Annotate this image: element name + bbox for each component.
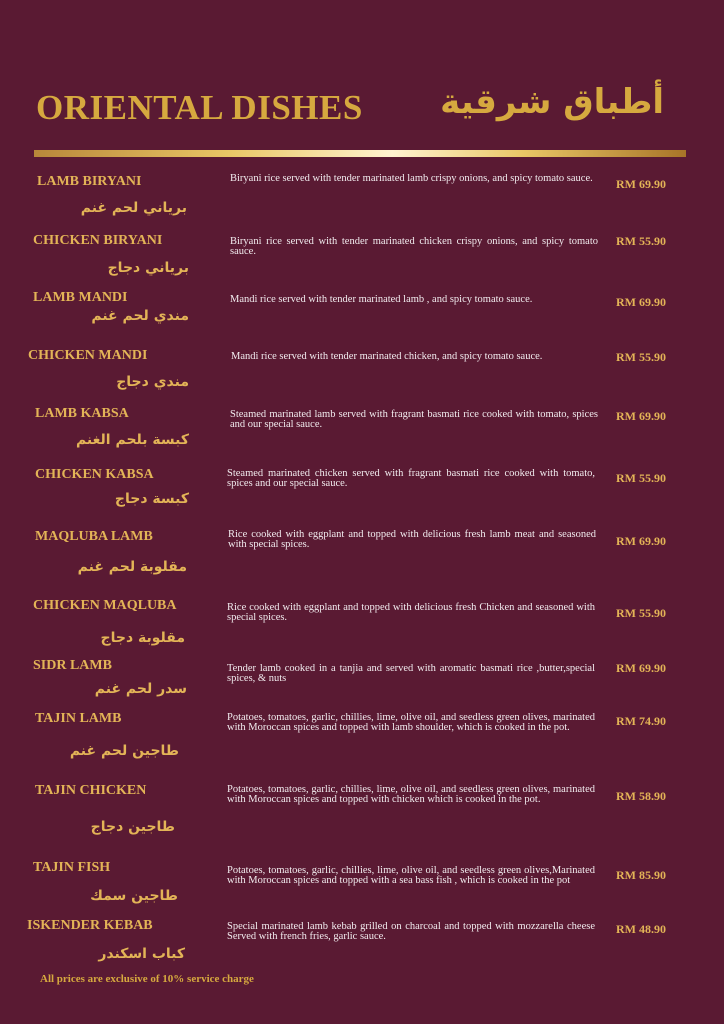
item-description: Tender lamb cooked in a tanjia and served with aromatic basmati rice ,butter,special spices, & nuts bbox=[227, 663, 595, 684]
item-description: Steamed marinated chicken served with fragrant basmati rice cooked with tomato, spices and our special sauce. bbox=[227, 468, 595, 489]
item-name-arabic: مقلوبة دجاج bbox=[100, 630, 185, 646]
item-name-arabic: كبسة بلحم الغنم bbox=[75, 432, 189, 448]
item-name-arabic: مقلوبة لحم غنم bbox=[77, 559, 187, 575]
gold-divider bbox=[34, 150, 686, 157]
item-description: Potatoes, tomatoes, garlic, chillies, lime, olive oil, and seedless green olives, marinated with Moroccan spices and topped with chicken which is cooked in the pot. bbox=[227, 784, 595, 805]
item-name-arabic: برياني لحم غنم bbox=[80, 200, 187, 216]
item-name: ISKENDER KEBAB bbox=[27, 918, 153, 933]
item-description: Rice cooked with eggplant and topped with delicious fresh lamb meat and seasoned with special spices. bbox=[228, 529, 596, 550]
item-name-arabic: مندي لحم غنم bbox=[91, 308, 189, 324]
item-name-arabic: طاجين لحم غنم bbox=[69, 743, 179, 759]
item-name: CHICKEN BIRYANI bbox=[33, 233, 163, 248]
item-name: MAQLUBA LAMB bbox=[35, 529, 153, 544]
item-name: CHICKEN MAQLUBA bbox=[33, 598, 177, 613]
item-name: TAJIN LAMB bbox=[35, 711, 122, 726]
item-name: LAMB MANDI bbox=[33, 290, 128, 305]
item-name-arabic: طاجين دجاج bbox=[90, 819, 175, 835]
item-description: Biryani rice served with tender marinated chicken crispy onions, and spicy tomato sauce. bbox=[230, 236, 598, 257]
item-name-arabic: طاجين سمك bbox=[90, 888, 178, 904]
item-name: LAMB BIRYANI bbox=[37, 174, 142, 189]
item-name: SIDR LAMB bbox=[33, 658, 112, 673]
item-name-arabic: مندي دجاج bbox=[116, 374, 189, 390]
item-description: Potatoes, tomatoes, garlic, chillies, lime, olive oil, and seedless green olives, marinated with Moroccan spices and topped with lamb shoulder, which is cooked in the pot. bbox=[227, 712, 595, 733]
page-title: ORIENTAL DISHES bbox=[36, 88, 363, 127]
item-description: Rice cooked with eggplant and topped with delicious fresh Chicken and seasoned with special spices. bbox=[227, 602, 595, 623]
item-name: TAJIN CHICKEN bbox=[35, 783, 147, 798]
item-name: TAJIN FISH bbox=[33, 860, 111, 875]
item-price: RM 55.90 bbox=[616, 350, 666, 364]
item-description: Special marinated lamb kebab grilled on charcoal and topped with mozzarella cheese Served with french fries, garlic sauce. bbox=[227, 921, 595, 942]
item-price: RM 55.90 bbox=[616, 234, 666, 248]
item-description: Mandi rice served with tender marinated chicken, and spicy tomato sauce. bbox=[231, 351, 543, 362]
item-price: RM 85.90 bbox=[616, 868, 666, 882]
item-price: RM 69.90 bbox=[616, 534, 666, 548]
item-name-arabic: كباب اسكندر bbox=[98, 946, 185, 962]
item-description: Potatoes, tomatoes, garlic, chillies, lime, olive oil, and seedless green olives,Marinated with Moroccan spices and topped with a sea bass fish , which is cooked in the pot bbox=[227, 865, 595, 886]
item-description: Biryani rice served with tender marinated lamb crispy onions, and spicy tomato sauce. bbox=[230, 173, 593, 184]
item-name: CHICKEN MANDI bbox=[28, 348, 148, 363]
item-name: LAMB KABSA bbox=[35, 406, 129, 421]
item-name-arabic: كبسة دجاج bbox=[114, 491, 189, 507]
item-price: RM 69.90 bbox=[616, 177, 666, 191]
item-description: Steamed marinated lamb served with fragrant basmati rice cooked with tomato, spices and our special sauce. bbox=[230, 409, 598, 430]
item-name: CHICKEN KABSA bbox=[35, 467, 154, 482]
item-price: RM 69.90 bbox=[616, 409, 666, 423]
item-price: RM 55.90 bbox=[616, 471, 666, 485]
item-price: RM 58.90 bbox=[616, 789, 666, 803]
item-price: RM 69.90 bbox=[616, 661, 666, 675]
item-price: RM 69.90 bbox=[616, 295, 666, 309]
item-price: RM 74.90 bbox=[616, 714, 666, 728]
item-price: RM 48.90 bbox=[616, 922, 666, 936]
service-charge-note: All prices are exclusive of 10% service charge bbox=[40, 973, 254, 985]
item-name-arabic: سدر لحم غنم bbox=[94, 681, 187, 697]
item-description: Mandi rice served with tender marinated lamb , and spicy tomato sauce. bbox=[230, 294, 533, 305]
page-title-arabic: أطباق شرقية bbox=[440, 82, 664, 122]
item-name-arabic: برياني دجاج bbox=[107, 260, 189, 276]
item-price: RM 55.90 bbox=[616, 606, 666, 620]
